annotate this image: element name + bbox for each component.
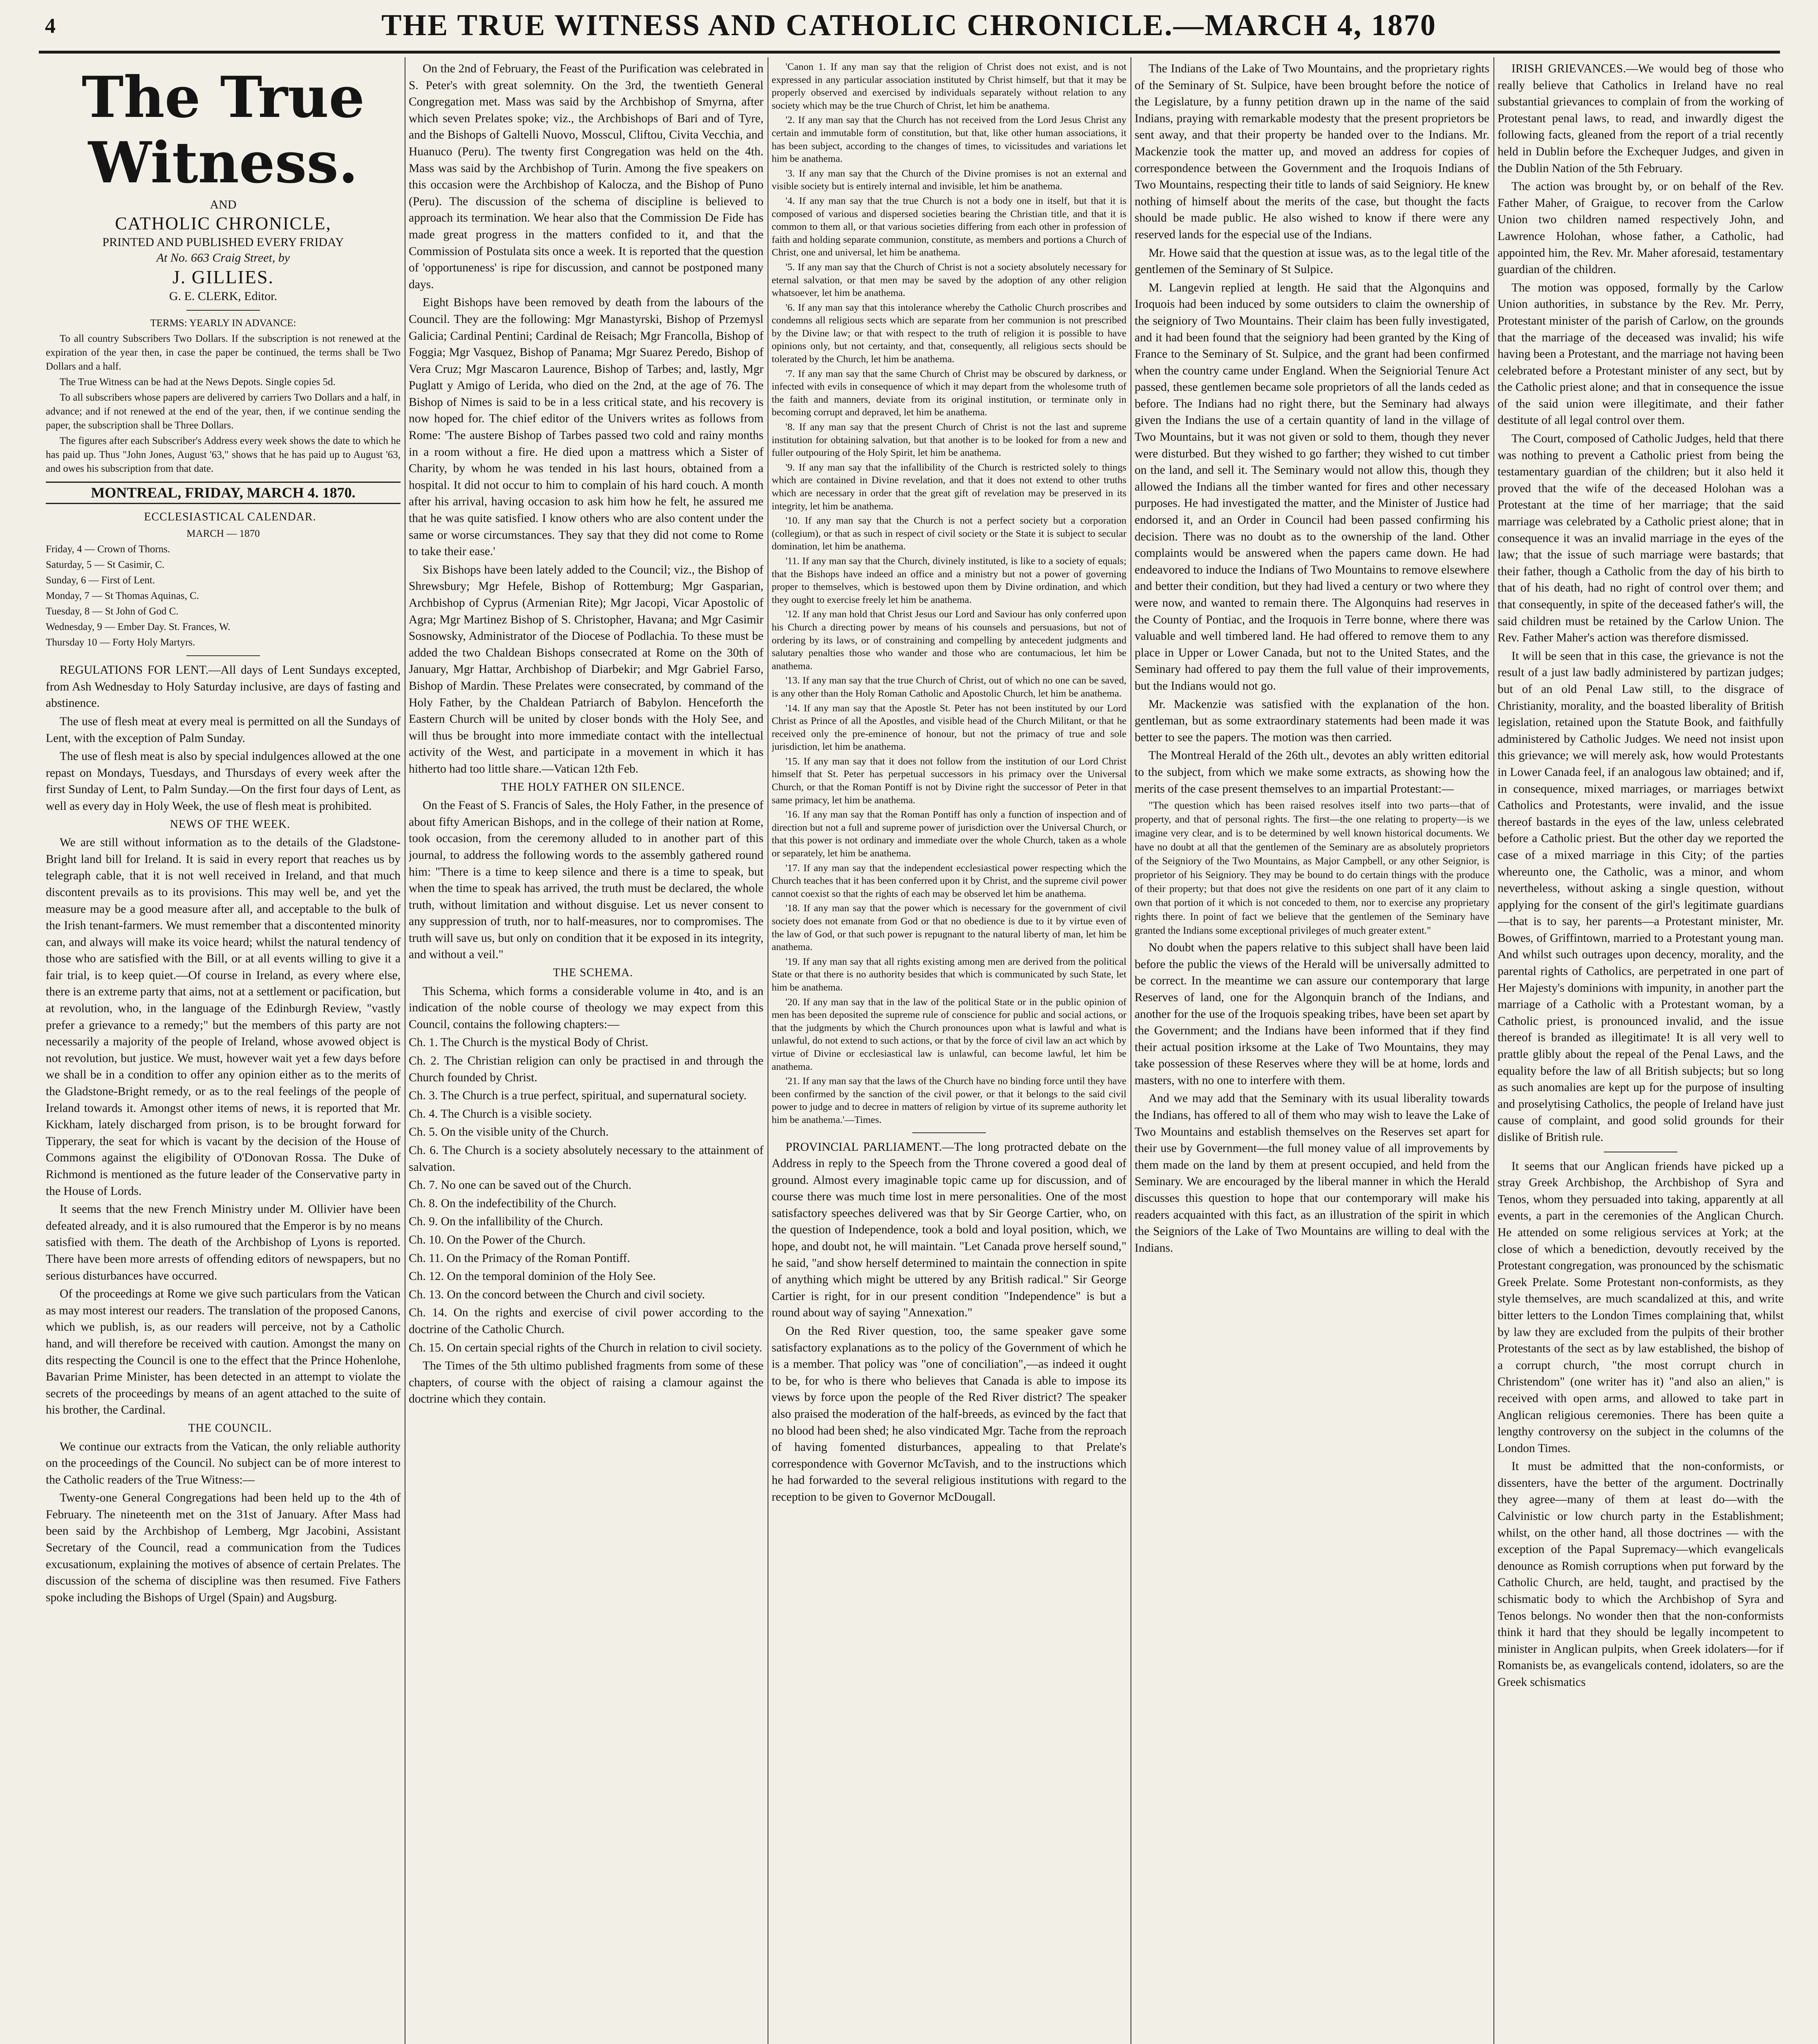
terms-paragraph: To all subscribers whose papers are delivered by carriers Two Dollars and a half, in advance; and if not renewed at the end of the year, then, if we continue sending the paper, the subscription shall be Three Dollars. (46, 392, 401, 431)
canon: '8. If any man say that the present Church of Christ is not the last and supreme institution for obtaining salvation, but that another is to be looked for from a new and fuller outpouring of the Holy Spirit, let him be anathema. (772, 421, 1126, 459)
council-paragraph: Twenty-one General Congregations had been held up to the 4th of February. The nineteenth met on the 31st of January. After Mass had been said by the Archbishop of Lemberg, Mgr Jacobini, Assistant Secretary of the Council, read a communication from the Tudices excusationum, explaining the motives of absence of certain Prelates. The discussion of the schema of discipline was then resumed. Five Fathers spoke including the Bishops of Urgel (Spain) and Augsburg. (46, 1491, 401, 1604)
canon: '12. If any man hold that Christ Jesus our Lord and Saviour has only conferred upon his Church a directing power by means of his counsels and persuasions, but not of ordering by its laws, or of constraining and compelling by antecedent judgments and salutary penalties those who wander and those who are contumacious, let him be anathema. (772, 609, 1126, 672)
canon: '15. If any man say that it does not follow from the institution of our Lord Christ himself that St. Peter has perpetual successors in his primacy over the Universal Church, or that the Roman Pontiff is not by Divine right the successor of Peter in that same primacy, let him be anathema. (772, 755, 1126, 806)
column-rule (1493, 57, 1494, 2044)
canon: '4. If any man say that the true Church is not a body one in itself, but that it is composed of various and dispersed societies bearing the Christian title, and that it is common to them all, or that various societies differing from each other in profession of faith and holding separate communion, constitute, as members and portions a Church of Christ, one and universal, let him be anathema. (772, 195, 1126, 258)
irish-paragraph: The action was brought by, or on behalf of the Rev. Father Maher, of Graigue, to recover from the Carlow Union two children named respectively John, and Lawrence Holohan, whose father, a Catholic, had appointed him, the Rev. Mr. Maher aforesaid, testamentary guardian of the children. (1498, 180, 1784, 276)
masthead-title: The True Witness. (81, 64, 365, 196)
council-paragraph: Eight Bishops have been removed by death from the labours of the Council. They are the following: Mgr Manastyrski, Bishop of Przemysl Galicia; Cardinal Pentini; Cardinal de Reisach; Mgr Francolla, Bishop of Foggia; Mgr Vasquez, Bishop of Panama; Mgr Suarez Peredo, Bishop of Vera Cruz; Mgr Mascaron Laurence, Bishop of Tarbes; and, lastly, Mgr Puglatt y Amigo of Lerida, who died on the 2nd, at the age of 76. The Bishop of Nimes is said to be in a less critical state, and his recovery is now hoped for. The chief editor of the Univers writes as follows from Rome: 'The austere Bishop of Tarbes passed two cold and rainy months in a room without a fire. He died upon a mattress which a Sister of Charity, by whom he was tended in his last hours, obtained from a hospital. It did not occur to him to complain of his hard couch. A month after his arrival, having occasion to ask him how he felt, he assured me that he was quite satisfied. I know others who are also content under the same or worse circumstances. They say that they did not come to Rome to take their ease.' (409, 296, 763, 558)
schema-chapter: Ch. 10. On the Power of the Church. (409, 1233, 586, 1246)
terms-paragraph: The figures after each Subscriber's Address every week shows the date to which he has paid up. Thus "John Jones, August '63," shows that he has paid up to August '63, and owes his subscription from that date. (46, 435, 401, 474)
masthead-printed-line: PRINTED AND PUBLISHED EVERY FRIDAY (102, 235, 344, 249)
canon: '3. If any man say that the Church of the Divine promises is not an external and visible society but is entirely internal and invisible, let him be anathema. (772, 168, 1126, 192)
masthead-subtitle: CATHOLIC CHRONICLE, (115, 213, 331, 233)
news-paragraph: Of the proceedings at Rome we give such particulars from the Vatican as may most interest our readers. The translation of the proposed Canons, which we publish, is, as our readers will perceive, not by a Catholic hand, and will therefore be received with caution. Amongst the many on dits respecting the Council is one to the effect that the Prince Hohenlohe, Bavarian Prime Minister, has been detected in an attempt to violate the secrets of the proceedings by means of an agent attached to the suite of his brother, the Cardinal. (46, 1287, 401, 1417)
masthead-publisher: J. GILLIES. (172, 267, 274, 287)
herald-quote: "The question which has been raised resolves itself into two parts—that of property, and that of personal rights. The first—the one relating to property—is we imagine very clear, and is to be determined by well known historical documents. We have no doubt at all that the gentlemen of the Seminary are as absolutely proprietors of the Seigniory of the Two Mountains, as Major Campbell, or any other Seignior, is proprietor of his Seigniory. They may be bound to do certain things with the produce of their property; but that does not give the residents on one part of it any claim to own that portion of it which is not conceded to them, nor to exercise any proprietary rights there. In point of fact we believe that the gentlemen of the Seminary have granted the Indians some exceptional privileges of much greater extent." (1135, 800, 1489, 937)
divider (186, 655, 260, 656)
calendar-entry: Wednesday, 9 — Ember Day. St. Frances, W. (46, 621, 231, 633)
terms-paragraph: To all country Subscribers Two Dollars. If the subscription is not renewed at the expiration of the year then, in case the paper be continued, the terms shall be Two Dollars and a half. (46, 333, 401, 372)
parliament-paragraph: PROVINCIAL PARLIAMENT.—The long protracted debate on the Address in reply to the Speech from the Throne covered a good deal of ground. Almost every imaginable topic came up for discussion, and of course there was much time lost in mere personalities. One of the most satisfactory speeches delivered was that by Sir George Cartier, who, on the question of Independence, took a bold and loyal position, which, we hope, and doubt not, he will maintain. "Let Canada prove herself sound," he said, "and show herself determined to maintain the connection in spite of anything which might be uttered by any British radical." Sir George Cartier is right, for in our present condition "Independence" is but a round about way of saying "Annexation." (772, 1140, 1126, 1320)
irish-paragraph: The motion was opposed, formally by the Carlow Union authorities, in substance by the Rev. Mr. Perry, Protestant minister of the parish of Carlow, on the grounds that the marriage of the deceased was invalid; his wife having been a Protestant, and the marriage not having been celebrated before a Protestant minister of any sect, but by the Catholic priest alone; and that in consequence the issue of the said union were illegitimate, and their father destitute of all legal control over them. (1498, 281, 1784, 427)
council-paragraph: Six Bishops have been lately added to the Council; viz., the Bishop of Shrewsbury; Mgr Hefele, Bishop of Rottemburg; Mgr Gasparian, Archbishop of Cyprus (Armenian Rite); Mgr Jacopi, Vicar Apostolic of Agra; Mgr Martinez Bishop of S. Christopher, Havana; and Mgr Casimir Sosnowsky, Administrator of the Diocese of Podlachia. To these must be added the two Chaldean Bishops consecrated at Rome on the 30th of January, Mgr Hattar, Archbishop of Diarbekir; and Mgr Gabriel Farso, Bishop of Mardin. These Prelates were consecrated, by command of the Holy Father, by the Chaldean Patriarch of Babylon. Henceforth the Eastern Church will be united by closer bonds with the Holy See, and will thus be brought into more immediate contact with the intellectual activity of the West, and participate in a movement in which it has hitherto had too little share.—Vatican 12th Feb. (409, 563, 763, 775)
column-3 (772, 61, 1126, 2044)
schema-chapter: Ch. 13. On the concord between the Church and civil society. (409, 1288, 705, 1301)
terms-title: TERMS: YEARLY IN ADVANCE: (150, 318, 296, 329)
schema-chapter: Ch. 7. No one can be saved out of the Church. (409, 1179, 631, 1192)
calendar-entry: Monday, 7 — St Thomas Aquinas, C. (46, 590, 199, 602)
canon: '10. If any man say that the Church is not a perfect society but a corporation (collegium), or that as such in respect of civil society or the State it is subject to secular domination, let him be anathema. (772, 515, 1126, 552)
canon: '21. If any man say that the laws of the Church have no binding force until they have been confirmed by the sanction of the civil power, or that it belongs to the said civil power to judge and to decree in matters of religion by virtue of its supreme authority let him be anathema.'—Times. (772, 1076, 1126, 1125)
schema-title: THE SCHEMA. (553, 966, 634, 979)
council-paragraph: On the 2nd of February, the Feast of the Purification was celebrated in S. Peter's with great solemnity. On the 3rd, the twentieth General Congregation met. Mass was said by the Archbishop of Smyrna, after which seven Prelates spoke; viz., the Archbishops of Bari and of Tyre, and the Bishops of Galtelli Nuovo, Mosscul, Cliftou, Civita Vecchia, and Huanuco (Peru). The twenty first Congregation was held on the 4th. Mass was said by the Archbishop of Turin. Among the five speakers on this occasion were the Archbishop of Kalocza, and the Bishop of Puno (Peru). The discussion of the schema of discipline is believed to approach its termination. We hear also that the Commission De Fide has made great progress in the matters confided to it, and that the Commission of Postulata sits once a week. It is reported that the question of 'opportuneness' is ripe for discussion, and cannot be postponed many days. (409, 62, 763, 291)
schema-chapter: Ch. 9. On the infallibility of the Church. (409, 1215, 603, 1228)
canon: '13. If any man say that the true Church of Christ, out of which no one can be saved, is any other than the Holy Roman Catholic and Apostolic Church, let him be anathema. (772, 675, 1126, 699)
council-paragraph: We continue our extracts from the Vatican, the only reliable authority on the proceedings of the Council. No subject can be of more interest to the Catholic readers of the True Witness:— (46, 1440, 401, 1486)
schema-outro: The Times of the 5th ultimo published fragments from some of these chapters, of course with the object of raising a clamour against the doctrine which they contain. (409, 1359, 763, 1406)
lent-paragraph: REGULATIONS FOR LENT.—All days of Lent Sundays excepted, from Ash Wednesday to Holy Saturday inclusive, are days of fasting and abstinence. (46, 663, 401, 710)
canon: '18. If any man say that the power which is necessary for the government of civil society does not emanate from God or that no obedience is due to it by virtue even of the law of God, or that such power is repugnant to the natural liberty of man, let him be anathema. (772, 903, 1126, 953)
calendar-month: MARCH — 1870 (186, 528, 260, 540)
column-1 (46, 61, 401, 2044)
news-paragraph: We are still without information as to the details of the Gladstone-Bright land bill for Ireland. It is said in every report that reaches us by telegraph cable, that it is not well received in Ireland, and that much discontent prevails as to its provisions. This may well be, and yet the measure may be a good measure after all, and acceptable to the bulk of the Irish tenant-farmers. We must remember that a discontented minority can, and always will make its voice heard; whilst the natural tendency of those who are satisfied with the Bill, or at all events willing to give it a fair trial, is to keep quiet.—Of course in Ireland, as every where else, there is an extreme party that aims, not at a settlement or pacification, but at revolution, who, in the language of the Edinburgh Review, "vastly prefer a grievance to a remedy;" but the members of this party are not necessarily a majority of the people of Ireland, whose avowed object is not revolution, but justice. We must, however wait yet a few days before we shall be in a condition to offer any opinion either as to the merits of the Gladstone-Bright remedy, or as to the real feelings of the people of Ireland towards it. Amongst other items of news, it is reported that Mr. Kickham, lately discharged from prison, is to be brought forward for Tipperary, the seat for which is vacant by the decision of the House of Commons against the eligibility of O'Donovan Rossa. The Duke of Richmond is mentioned as the future leader of the Conservative party in the House of Lords. (46, 836, 401, 1198)
canon: '5. If any man say that the Church of Christ is not a society absolutely necessary for eternal salvation, or that men may be saved by the adoption of any other religion whatsoever, let him be anathema. (772, 261, 1126, 299)
calendar-entry: Tuesday, 8 — St John of God C. (46, 606, 179, 617)
canon: '11. If any man say that the Church, divinely instituted, is like to a society of equals; that the Bishops have indeed an office and a ministry but not a power of governing proper to themselves, which is bestowed upon them by Divine ordination, and which they ought to exercise freely let him be anathema. (772, 555, 1126, 605)
schema-chapter: Ch. 4. The Church is a visible society. (409, 1107, 592, 1121)
schema-chapter: Ch. 3. The Church is a true perfect, spiritual, and supernatural society. (409, 1089, 747, 1103)
header-rule (39, 51, 1780, 54)
calendar-entry: Friday, 4 — Crown of Thorns. (46, 544, 170, 555)
news-title: NEWS OF THE WEEK. (170, 818, 291, 831)
council-title: THE COUNCIL. (188, 1421, 272, 1434)
canon: '16. If any man say that the Roman Pontiff has only a function of inspection and of direction but not a full and supreme power of jurisdiction over the Universal Church, or that this power is not ordinary and immediate over the whole Church, taken as a whole or separately, let him be anathema. (772, 809, 1126, 859)
column-5 (1498, 61, 1784, 2044)
page-header-title: THE TRUE WITNESS AND CATHOLIC CHRONICLE.—MARCH 4, 1870 (381, 9, 1437, 42)
canon: '17. If any man say that the independent ecclesiastical power respecting which the Church teaches that it has been conferred upon it by Christ, and the supreme civil power cannot coexist so that the rights of each may be observed let him be anathema. (772, 862, 1126, 899)
silence-paragraph: On the Feast of S. Francis of Sales, the Holy Father, in the presence of about fifty American Bishops, and in the college of their nation at Rome, took occasion, from the ceremony alluded to in another part of this journal, to address the following words to the assembly gathered round him: "There is a time to keep silence and there is a time to speak, but when the time to speak has arrived, the truth must be declared, the whole truth, without limitation and without disguise. Let us never consent to any suppression of truth, nor to half-measures, nor to compromises. The truth will save us, but only on condition that it be exposed in its integrity, and without a veil." (409, 799, 763, 961)
terms-paragraph: The True Witness can be had at the News Depots. Single copies 5d. (60, 377, 336, 388)
canon: '6. If any man say that this intolerance whereby the Catholic Church proscribes and condemns all religious sects which are separate from her communion is not prescribed by the Divine law; or that with respect to the truth of religion it is possible to have opinions only, but not certainty, and that, consequently, all religious sects should be tolerated by the Church, let him be anathema. (772, 302, 1126, 365)
page-number: 4 (45, 14, 56, 38)
calendar-entry: Saturday, 5 — St Casimir, C. (46, 559, 165, 571)
indians-paragraph: And we may add that the Seminary with its usual liberality towards the Indians, has offered to all of them who may wish to leave the Lake of Two Mountains and establish themselves on the Reserves set apart for their use by Government—the full money value of all improvements by them made on the land by them at present occupied, and held from the Seminary. We are encouraged by the liberal manner in which the Herald discusses this question to hope that our contemporary will make his readers acquainted with this fact, as an illustration of the spirit in which the Seigniors of the Lake of Two Mountains are willing to deal with the Indians. (1135, 1092, 1489, 1255)
schema-chapter: Ch. 14. On the rights and exercise of civil power according to the doctrine of the Catholic Church. (409, 1306, 763, 1336)
schema-chapter: Ch. 12. On the temporal dominion of the Holy See. (409, 1270, 656, 1283)
indians-paragraph: Mr. Howe said that the question at issue was, as to the legal title of the gentlemen of the Seminary of St Sulpice. (1135, 246, 1489, 276)
dateline: MONTREAL, FRIDAY, MARCH 4. 1870. (46, 482, 401, 504)
irish-paragraph: IRISH GRIEVANCES.—We would beg of those who really believe that Catholics in Ireland have no real substantial grievances to complain of from the working of Protestant penal laws, to read, and inwardly digest the following facts, gleaned from the report of a trial recently held in Dublin before the Exchequer Judges, and given in the Dublin Nation of the 5th February. (1498, 62, 1784, 175)
calendar-entry: Sunday, 6 — First of Lent. (46, 575, 155, 586)
column-4 (1135, 61, 1489, 2044)
schema-chapter: Ch. 6. The Church is a society absolutely necessary to the attainment of salvation. (409, 1144, 763, 1174)
calendar-title: ECCLESIASTICAL CALENDAR. (144, 510, 316, 523)
irish-paragraph: It must be admitted that the non-conformists, or dissenters, have the better of the argument. Doctrinally they agree—many of them at least do—with the Calvinistic or low church party in the Establishment; whilst, on the other hand, all those doctrines — with the exception of the Papal Supremacy—which evangelicals denounce as Romish corruptions when put forward by the Catholic Church, are held, taught, and practised by the schismatic body to which the Archbishop of Syra and Tenos belongs. No wonder then that the non-conformists think it hard that they should be legally incompetent to minister in Anglican pulpits, when Greek idolaters—for if Romanists be, as evangelicals contend, idolaters, so are the Greek schismatics (1498, 1460, 1784, 1689)
schema-intro: This Schema, which forms a considerable volume in 4to, and is an indication of the noble course of theology we may expect from this Council, contains the following chapters:— (409, 984, 763, 1031)
news-paragraph: It seems that the new French Ministry under M. Ollivier have been defeated already, and it is also rumoured that the Emperor is by no means satisfied with them. The death of the Archbishop of Lyons is reported. There have been more arrests of offending editors of newspapers, but no serious disturbances have occurred. (46, 1203, 401, 1282)
lent-paragraph: The use of flesh meat is also by special indulgences allowed at the one repast on Mondays, Tuesdays, and Thursdays of every week after the first Sunday of Lent, to Palm Sunday.—On the first four days of Lent, as well as every day in Holy Week, the use of flesh meat is prohibited. (46, 750, 401, 813)
canon: '7. If any man say that the same Church of Christ may be obscured by darkness, or infected with evils in consequence of which it may depart from the wholesome truth of the faith and manners, deviate from its original institution, or terminate only in becoming corrupt and depraved, let him be anathema. (772, 368, 1126, 418)
irish-paragraph: The Court, composed of Catholic Judges, held that there was nothing to prevent a Catholic priest from being the testamentary guardian of the children; but it also held it proved that the wife of the deceased Holohan was a Protestant at the time of her marriage; that the said marriage was celebrated by a Catholic priest alone; that in consequence it was an invalid marriage in the eyes of the law; that the issue of such marriage were bastards; that their father, though a Catholic from the day of his birth to that of his death, had no right of control over them; and that consequently, in spite of the deceased father's will, the said children must be retained by the Carlow Union. The Rev. Father Maher's action was therefore dismissed. (1498, 432, 1784, 645)
schema-chapter: Ch. 8. On the indefectibility of the Church. (409, 1197, 616, 1210)
indians-paragraph: M. Langevin replied at length. He said that the Algonquins and Iroquois had been induced by some outsiders to claim the ownership of the seigniory of Two Mountains. Their claim has been fully investigated, and it had been found that the seigniory had been granted by the King of France to the Seminary of St. Sulpice, and the grant had been confirmed when the country came under England. When the Seigniorial Tenure Act passed, these gentlemen became sole proprietors of all the lands ceded as before. The Indians had no right there, but the Seminary had always given the Indians the use of a certain quantity of land in the village of Two Mountains, but it was not given or sold to them, though they never were disturbed. But they wished to go farther; they wished to cut timber on the land, and sell it. The Seminary would not allow this, though they allowed the Indians all the timber wanted for fires and other necessary purposes. He had investigated the matter, and the Minister of Justice had endorsed it, and an Order in Council had been passed confirming his decision. There was no doubt as to the ownership of the land. Other complaints would be answered when the papers came down. He had endeavored to induce the Indians of Two Mountains to remove elsewhere and better their condition, but they had lived a century or two where they were now, and wanted to remain there. The Algonquins had reserves in the County of Pontiac, and the Iroquois in Terre bonne, where there was valuable and well timbered land. He had offered to remove them to any place in Upper or Lower Canada, but not to the United States, and the Seminary had offered to pay them the full value of their improvements, but the Indians would not go. (1135, 281, 1489, 693)
masthead-editor: G. E. CLERK, Editor. (169, 289, 278, 303)
schema-chapter: Ch. 1. The Church is the mystical Body of Christ. (409, 1036, 649, 1049)
column-2 (409, 61, 763, 2044)
schema-chapter: Ch. 15. On certain special rights of the Church in relation to civil society. (409, 1341, 762, 1354)
canon: '20. If any man say that in the law of the political State or in the public opinion of men has been deposited the supreme rule of conscience for public and social actions, or that the judgments by which the Church pronounces upon what is lawful and what is unlawful, do not extend to such actions, or that by the force of civil law an act which by virtue of Divine or ecclesiastical law is unlawful, can become lawful, let him be anathema. (772, 996, 1126, 1072)
canon: '9. If any man say that the infallibility of the Church is restricted solely to things which are contained in Divine revelation, and that it does not extend to other truths which are necessary in order that the great gift of revelation may be preserved in its integrity, let him be anathema. (772, 462, 1126, 512)
irish-paragraph: It will be seen that in this case, the grievance is not the result of a just law badly administered by partizan judges; but of an old Penal Law still, to the disgrace of Christianity, morality, and the boasted liberality of British legislation, retained upon the Statute Book, and faithfully administered by Catholic Judges. We need not insist upon this grievance; we will merely ask, how would Protestants in Lower Canada feel, if an analogous law obtained; and if, in consequence, mixed marriages, or marriages betwixt Catholics and Protestants, were invalid, and the issue thereof bastards in the eyes of the law, unless celebrated before a Catholic priest. But the other day we reported the case of a mixed marriage in this City; of the parties whereunto one, the Catholic, was a minor, and whom nevertheless, without asking a single question, without applying for the consent of the girl's legitimate guardians—that is to say, her parents—a Protestant minister, Mr. Bowes, of Griffintown, married to a Protestant young man. And whilst such outrages upon decency, morality, and the parental rights of Catholics, are perpetrated in one part of Her Majesty's dominions with impunity, in another part the marriage of a Catholic with a Protestant woman, by a Catholic priest, is pronounced invalid, and the issue thereof is branded as illegitimate! It is all very well to prattle glibly about the repeal of the Penal Laws, and the equality before the law of all British subjects; but so long as such anomalies are kept up for the purpose of insulting and proselytising Catholics, the people of Ireland have just cause of complaint, and good solid grounds for their dislike of British rule. (1498, 649, 1784, 1144)
divider (186, 310, 260, 311)
schema-chapter: Ch. 2. The Christian religion can only be practised in and through the Church founded by Christ. (409, 1054, 763, 1084)
masthead-address: At No. 663 Craig Street, by (156, 251, 290, 264)
silence-title: THE HOLY FATHER ON SILENCE. (501, 780, 685, 793)
canon: 'Canon 1. If any man say that the religion of Christ does not exist, and is not expressed in any particular association instituted by Christ himself, but that it may be properly observed and exercised by individuals separately without relation to any society which may be the true Church of Christ, let him be anathema. (772, 61, 1126, 111)
masthead-and: AND (210, 198, 237, 211)
parliament-paragraph: On the Red River question, too, the same speaker gave some satisfactory explanations as to the policy of the Government of which he is a member. That policy was "one of conciliation",—as indeed it ought to be, for who is there who believes that Canada is able to impose its views by force upon the people of the Red River district? The speaker also praised the moderation of the half-breeds, as evinced by the fact that no blood had been shed; he also vindicated Mgr. Tache from the reproach of having fomented disturbances, appealing to that Prelate's correspondence with Governor McTavish, and to the instructions which he had forwarded to the several religious institutions with regard to the reception to be given to Governor McDougall. (772, 1325, 1126, 1504)
canon: '2. If any man say that the Church has not received from the Lord Jesus Christ any certain and immutable form of constitution, but that, like other human associations, it has been subject, according to the changes of times, to vicissitudes and variations let him be anathema. (772, 114, 1126, 165)
canon: '14. If any man say that the Apostle St. Peter has not been instituted by our Lord Christ as Prince of all the Apostles, and visible head of the Church Militant, or that he received only the pre-eminence of honour, but not the primacy of true and sole jurisdiction, let him be anathema. (772, 702, 1126, 753)
divider (912, 1132, 986, 1133)
irish-paragraph: It seems that our Anglican friends have picked up a stray Greek Archbishop, the Archbishop of Syra and Tenos, whom they persuaded into taking, apparently at all events, a part in the ceremonies of the Anglican Church. He attended on some religious services at York; at the close of which a benediction, devoutly received by the Protestant congregation, was pronounced by the schismatic Greek Prelate. Some Protestant non-conformists, as they style themselves, are much scandalized at this, and write bitter letters to the London Times complaining that, whilst by law they are excluded from the pulpits of their brother Protestants of the sect as by law established, the bishop of a corrupt church, "the most corrupt church in Christendom" (one writer has it) "and also an alien," is received with open arms, and allowed to take part in Anglican religious ceremonies. There has been quite a lengthy controversy on the subject in the columns of the London Times. (1498, 1159, 1784, 1455)
indians-paragraph: Mr. Mackenzie was satisfied with the explanation of the hon. gentleman, but as some extraordinary statements had been made it was better to see the papers. The motion was then carried. (1135, 697, 1489, 744)
lent-paragraph: The use of flesh meat at every meal is permitted on all the Sundays of Lent, with the exception of Palm Sunday. (46, 715, 401, 745)
calendar-entry: Thursday 10 — Forty Holy Martyrs. (46, 637, 195, 648)
indians-paragraph: The Montreal Herald of the 26th ult., devotes an ably written editorial to the subject, from which we make some extracts, as showing how the merits of the case present themselves to an impartial Protestant:— (1135, 749, 1489, 796)
schema-chapter: Ch. 5. On the visible unity of the Church. (409, 1125, 609, 1139)
canon: '19. If any man say that all rights existing among men are derived from the political State or that there is no authority besides that which is communicated by such State, let him be anathema. (772, 956, 1126, 993)
indians-paragraph: No doubt when the papers relative to this subject shall have been laid before the public the views of the Herald will be universally admitted to be correct. In the meantime we can assure our contemporary that large Reserves of land, one for the Algonquin branch of the Indians, and another for the use of the Iroquois speaking tribes, have been set apart by the Government; and the Indians have been informed that if they find their actual position irksome at the Lake of Two Mountains, they may take possession of these Reserves where they will be at home, lords and masters, with no one to interfere with them. (1135, 941, 1489, 1087)
indians-paragraph: The Indians of the Lake of Two Mountains, and the proprietary rights of the Seminary of St. Sulpice, have been brought before the notice of the Legislature, by a funny petition drawn up in the name of the said Indians, praying with remarkable modesty that the present proprietors be sent away, and that their property be handed over to the Indians. Mr. Mackenzie took the matter up, and moved an address for copies of correspondence between the Government and the Iroquois Indians of Two Mountains, respecting their title to lands of said Seigniory. He knew nothing of himself about the merits of the case, but thought the facts should be made public. He also wished to know if there were any reserved lands for the especial use of the Indians. (1135, 62, 1489, 241)
schema-chapter: Ch. 11. On the Primacy of the Roman Pontiff. (409, 1251, 630, 1265)
